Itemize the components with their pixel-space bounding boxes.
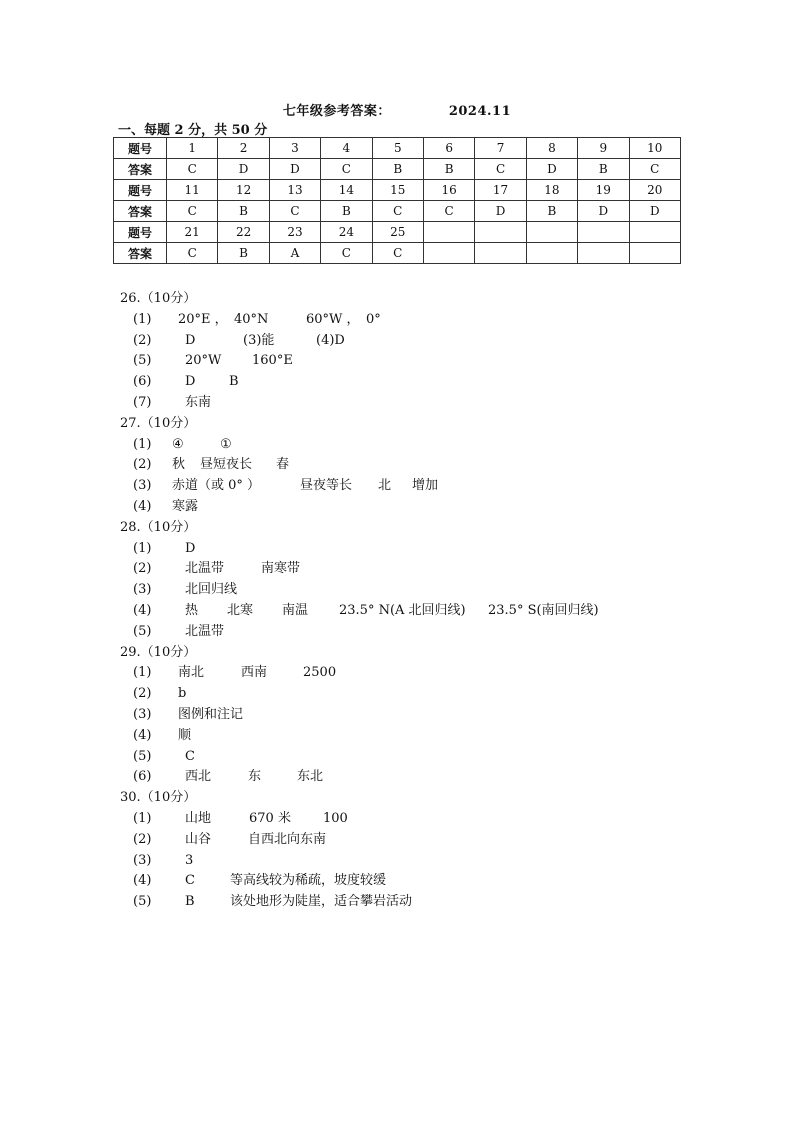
question-title: 29.（10分） <box>120 644 197 660</box>
answer-value: 增加 <box>412 478 439 494</box>
table-cell: B <box>218 243 269 264</box>
table-cell: B <box>578 159 629 180</box>
answer-value: 20°W <box>185 353 222 369</box>
item-number: (6) <box>133 374 152 390</box>
table-cell: 2 <box>218 138 269 159</box>
row-header: 答案 <box>114 159 167 180</box>
answer-item <box>120 497 199 518</box>
table-cell: 16 <box>423 180 474 201</box>
table-cell: D <box>269 159 320 180</box>
table-cell: C <box>321 243 372 264</box>
title-date: 2024.11 <box>448 104 512 119</box>
answer-item <box>120 767 324 788</box>
answer-value: 东南 <box>185 394 212 410</box>
answer-item <box>120 331 345 352</box>
answer-value: D <box>185 540 196 556</box>
answer-item <box>120 435 232 456</box>
item-number: (4) <box>133 498 152 514</box>
table-cell: 5 <box>372 138 423 159</box>
table-cell: 25 <box>372 222 423 243</box>
item-number: (5) <box>133 894 152 910</box>
answer-value: 北温带 <box>185 623 225 639</box>
answer-value: 北回归线 <box>185 582 238 598</box>
table-cell <box>526 222 577 243</box>
table-cell: C <box>423 201 474 222</box>
answer-value: 山谷 <box>185 831 212 847</box>
answer-item <box>120 705 244 726</box>
answer-item <box>120 601 599 622</box>
answer-value: 2500 <box>303 665 337 681</box>
answer-value: 北寒 <box>227 602 254 618</box>
answer-value: 20°E ， <box>178 311 228 327</box>
answer-value: 北 <box>378 478 392 494</box>
answer-value: 寒露 <box>172 498 199 514</box>
item-number: (4) <box>133 727 152 743</box>
answer-value: 3 <box>185 852 194 868</box>
questions-list <box>120 289 599 913</box>
item-number: (1) <box>133 540 152 556</box>
item-number: (2) <box>133 457 152 473</box>
table-cell: C <box>167 243 218 264</box>
answer-value: 西北 <box>185 769 212 785</box>
row-header: 题号 <box>114 180 167 201</box>
table-row <box>114 201 681 222</box>
table-cell <box>475 222 526 243</box>
table-cell: 19 <box>578 180 629 201</box>
table-cell: A <box>269 243 320 264</box>
question-title: 27.（10分） <box>120 415 197 431</box>
section-1-title: 一、每题 2 分，共 50 分 <box>118 123 268 138</box>
answer-item <box>120 726 196 747</box>
item-number: (4) <box>133 873 152 889</box>
table-cell: C <box>629 159 680 180</box>
row-header: 答案 <box>114 243 167 264</box>
answer-value: 北温带 <box>185 561 225 577</box>
page-title <box>0 100 794 119</box>
table-row <box>114 222 681 243</box>
table-cell: D <box>475 201 526 222</box>
answer-value: ④ <box>172 436 184 452</box>
answer-value: 山地 <box>185 810 212 826</box>
table-cell <box>475 243 526 264</box>
answer-value: 顺 <box>178 727 192 743</box>
answer-item <box>120 663 337 684</box>
item-number: (1) <box>133 810 152 826</box>
item-number: (5) <box>133 748 152 764</box>
answer-value: 23.5° N(A 北回归线) <box>339 602 466 618</box>
table-cell: B <box>218 201 269 222</box>
answer-value: 昼短夜长 <box>200 457 253 473</box>
table-cell: C <box>167 201 218 222</box>
item-number: (1) <box>133 311 152 327</box>
table-cell <box>578 243 629 264</box>
table-cell: B <box>526 201 577 222</box>
table-cell <box>629 222 680 243</box>
item-number: (2) <box>133 831 152 847</box>
table-cell: C <box>372 201 423 222</box>
answer-value: 南寒带 <box>261 561 301 577</box>
table-cell: 11 <box>167 180 218 201</box>
question-title: 28.（10分） <box>120 519 197 535</box>
answer-value: 该处地形为陡崖，适合攀岩活动 <box>230 894 413 910</box>
answer-value: 南北 <box>178 665 205 681</box>
answer-item <box>120 559 301 580</box>
table-cell: 15 <box>372 180 423 201</box>
question-title: 26.（10分） <box>120 291 197 306</box>
item-number: (1) <box>133 665 152 681</box>
row-header: 题号 <box>114 138 167 159</box>
row-header: 题号 <box>114 222 167 243</box>
answer-item <box>120 871 387 892</box>
table-row <box>114 180 681 201</box>
answer-value: 等高线较为稀疏，坡度较缓 <box>230 873 387 889</box>
answer-value: 40°N <box>234 311 269 327</box>
answer-value: 图例和注记 <box>178 706 244 722</box>
table-cell: C <box>321 159 372 180</box>
answer-value: 160°E <box>252 353 293 369</box>
table-cell: C <box>372 243 423 264</box>
table-cell <box>526 243 577 264</box>
answer-item <box>120 539 196 560</box>
answer-value: 670 米 <box>249 810 291 826</box>
item-number: (3) <box>133 478 152 494</box>
table-cell: 10 <box>629 138 680 159</box>
answer-value: 东 <box>248 769 262 785</box>
table-cell: 13 <box>269 180 320 201</box>
answer-value: 昼夜等长 <box>300 478 353 494</box>
answer-value: (3)能 <box>243 332 275 348</box>
answer-value: 东北 <box>297 769 324 785</box>
table-row <box>114 159 681 180</box>
answer-value: 热 <box>185 602 199 618</box>
answer-value: D <box>185 332 196 348</box>
table-cell: D <box>526 159 577 180</box>
item-number: (2) <box>133 561 152 577</box>
answer-item <box>120 580 238 601</box>
answer-item <box>120 747 196 768</box>
item-number: (4) <box>133 602 152 618</box>
answer-value: 100 <box>323 810 348 826</box>
row-header: 答案 <box>114 201 167 222</box>
answer-value: 秋 <box>172 457 186 473</box>
answer-item <box>120 830 327 851</box>
answer-item <box>120 622 225 643</box>
answer-item <box>120 310 381 331</box>
table-cell: D <box>218 159 269 180</box>
item-number: (3) <box>133 852 152 868</box>
table-cell <box>423 243 474 264</box>
table-cell: B <box>372 159 423 180</box>
table-cell: 23 <box>269 222 320 243</box>
item-number: (2) <box>133 686 152 702</box>
table-cell: C <box>269 201 320 222</box>
table-row <box>114 243 681 264</box>
answer-item <box>120 809 348 830</box>
item-number: (5) <box>133 353 152 369</box>
table-cell: 24 <box>321 222 372 243</box>
item-number: (1) <box>133 436 152 452</box>
answer-item <box>120 351 293 372</box>
title-text: 七年级参考答案： <box>282 104 391 119</box>
answer-value: 春 <box>276 457 290 473</box>
answer-item <box>120 892 413 913</box>
table-cell: 21 <box>167 222 218 243</box>
answer-table <box>113 137 681 264</box>
question-title: 30.（10分） <box>120 790 197 806</box>
item-number: (3) <box>133 582 152 598</box>
table-cell: 6 <box>423 138 474 159</box>
table-cell <box>423 222 474 243</box>
table-cell: 20 <box>629 180 680 201</box>
answer-value: C <box>185 748 195 764</box>
table-cell: 17 <box>475 180 526 201</box>
table-cell: D <box>629 201 680 222</box>
table-cell: D <box>578 201 629 222</box>
answer-value: 西南 <box>241 665 268 681</box>
answer-value: 赤道（或 0° ） <box>172 478 261 494</box>
answer-value: 0° <box>366 311 381 327</box>
item-number: (3) <box>133 706 152 722</box>
answer-value: 23.5° S(南回归线) <box>488 602 599 618</box>
table-cell: C <box>167 159 218 180</box>
answer-value: C <box>185 873 195 889</box>
table-row <box>114 138 681 159</box>
answer-value: B <box>229 374 239 390</box>
table-cell: 8 <box>526 138 577 159</box>
table-cell: 3 <box>269 138 320 159</box>
table-cell: C <box>475 159 526 180</box>
answer-item <box>120 455 290 476</box>
answer-item <box>120 851 196 872</box>
answer-value: 自西北向东南 <box>248 831 327 847</box>
answer-value: b <box>178 686 187 702</box>
table-cell: B <box>423 159 474 180</box>
table-cell <box>629 243 680 264</box>
item-number: (5) <box>133 623 152 639</box>
answer-value: 60°W ， <box>306 311 360 327</box>
table-cell: 1 <box>167 138 218 159</box>
answer-item <box>120 372 239 393</box>
answer-value: 南温 <box>282 602 309 618</box>
item-number: (6) <box>133 769 152 785</box>
item-number: (7) <box>133 394 152 410</box>
answer-item <box>120 476 439 497</box>
answer-item <box>120 393 212 414</box>
table-cell <box>578 222 629 243</box>
answer-value: D <box>185 374 196 390</box>
table-cell: 4 <box>321 138 372 159</box>
table-cell: 14 <box>321 180 372 201</box>
item-number: (2) <box>133 332 152 348</box>
table-cell: 22 <box>218 222 269 243</box>
table-cell: 12 <box>218 180 269 201</box>
answer-value: B <box>185 894 195 910</box>
table-cell: B <box>321 201 372 222</box>
answer-item <box>120 684 196 705</box>
table-cell: 9 <box>578 138 629 159</box>
answer-value: ① <box>220 436 232 452</box>
answer-value: (4)D <box>316 332 345 348</box>
table-cell: 7 <box>475 138 526 159</box>
table-cell: 18 <box>526 180 577 201</box>
